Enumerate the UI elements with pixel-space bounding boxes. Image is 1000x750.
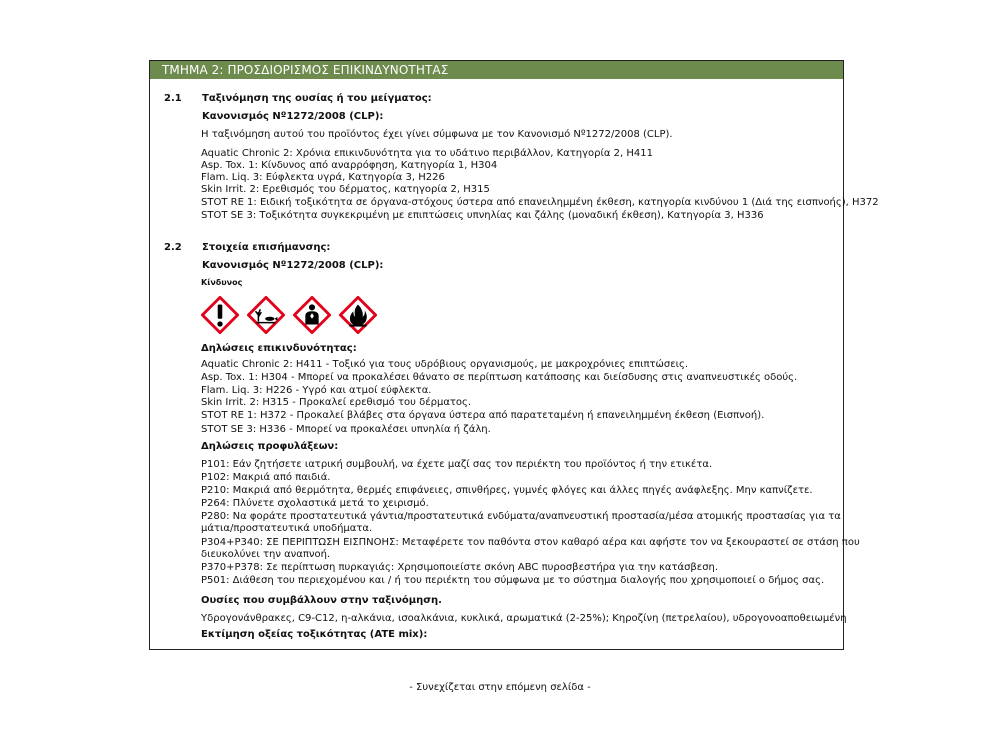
classification-item: STOT RE 1: Ειδική τοξικότητα σε όργανα-στόχους ύστερα από επανειλημμένη έκθεση, κατηγορία κινδύνου 1 (Διά της εισπνοής), H372 [201, 197, 879, 208]
contributing-substances: Υδρογονάνθρακες, C9-C12, η-αλκάνια, ισοαλκάνια, κυκλικά, αρωματικά (2-25%); Κηροζίνη (πετρελαίου), υδρογονοαποθειωμένη [201, 613, 847, 624]
hazard-statement: Flam. Liq. 3: H226 - Υγρό και ατμοί εύφλεκτα. [201, 385, 432, 396]
precaution-statements-title: Δηλώσεις προφυλάξεων: [201, 441, 339, 452]
section-title: ΤΜΗΜΑ 2: ΠΡΟΣΔΙΟΡΙΣΜΟΣ ΕΠΙΚΙΝΔΥΝΟΤΗΤΑΣ [150, 61, 843, 79]
continuation-note: - Συνεχίζεται στην επόμενη σελίδα - [409, 682, 591, 693]
precaution-statement: P101: Εάν ζητήσετε ιατρική συμβουλή, να έχετε μαζί σας τον περιέκτη του προϊόντος ή την ετικέτα. [201, 459, 713, 470]
precaution-statement: P304+P340: ΣΕ ΠΕΡΙΠΤΩΣΗ ΕΙΣΠΝΟΗΣ: Μεταφέρετε τον παθόντα στον καθαρό αέρα και αφήστε τον να ξεκουραστεί σε στάση που [201, 537, 860, 548]
environment-icon [247, 296, 285, 334]
hazard-statement: Skin Irrit. 2: H315 - Προκαλεί ερεθισμό του δέρματος. [201, 397, 472, 408]
classification-item: Asp. Tox. 1: Κίνδυνος από αναρρόφηση, Κατηγορία 1, H304 [201, 160, 498, 171]
subsection-heading-2-2: Στοιχεία επισήμανσης: [202, 242, 331, 253]
hazard-statement: Asp. Tox. 1: H304 - Μπορεί να προκαλέσει θάνατο σε περίπτωση κατάποσης και διείσδυσης στις αναπνευστικές οδούς. [201, 372, 798, 383]
signal-word: Κίνδυνος [201, 278, 243, 287]
subsection-number-2-2: 2.2 [164, 242, 182, 253]
exclamation-mark-icon [201, 296, 239, 334]
precaution-statement: P102: Μακριά από παιδιά. [201, 472, 331, 483]
hazard-statement: STOT SE 3: H336 - Μπορεί να προκαλέσει υπνηλία ή ζάλη. [201, 424, 491, 435]
precaution-statement: μάτια/προστατευτικά υποδήματα. [201, 523, 373, 534]
classification-item: Skin Irrit. 2: Ερεθισμός του δέρματος, κατηγορία 2, H315 [201, 184, 490, 195]
precaution-statement: P501: Διάθεση του περιεχομένου και / ή του περιέκτη του σύμφωνα με το σύστημα διαλογής που χρησιμοποιεί ο δήμος σας. [201, 575, 825, 586]
sds-section-frame [149, 60, 879, 650]
hazard-statement: STOT RE 1: H372 - Προκαλεί βλάβες στα όργανα ύστερα από παρατεταμένη ή επανειλημμένη έκθεση (Εισπνοή). [201, 410, 765, 421]
regulation-heading: Κανονισμός Νº1272/2008 (CLP): [202, 111, 384, 122]
hazard-statement: Aquatic Chronic 2: H411 - Τοξικό για τους υδρόβιους οργανισμούς, με μακροχρόνιες επιπτώσεις. [201, 359, 689, 370]
subsection-heading-2-1: Ταξινόμηση της ουσίας ή του μείγματος: [202, 93, 432, 104]
precaution-statement: P370+P378: Σε περίπτωση πυρκαγιάς: Χρησιμοποιείστε σκόνη ABC πυροσβεστήρα για την κατάσβεση. [201, 562, 719, 573]
classification-intro: Η ταξινόμηση αυτού του προϊόντος έχει γίνει σύμφωνα με τον Κανονισμό Νº1272/2008 (CLP). [201, 129, 673, 140]
precaution-statement: P264: Πλύνετε σχολαστικά μετά το χειρισμό. [201, 498, 429, 509]
classification-item: STOT SE 3: Τοξικότητα συγκεκριμένη με επιπτώσεις υπνηλίας και ζάλης (μοναδική έκθεση), Κατηγορία 3, H336 [201, 210, 764, 221]
ate-mix-title: Εκτίμηση οξείας τοξικότητας (ATE mix): [201, 629, 428, 640]
hazard-statements-title: Δηλώσεις επικινδυνότητας: [201, 343, 357, 354]
flame-icon [339, 296, 377, 334]
classification-item: Flam. Liq. 3: Εύφλεκτα υγρά, Κατηγορία 3, H226 [201, 172, 445, 183]
classification-item: Aquatic Chronic 2: Χρόνια επικινδυνότητα για το υδάτινο περιβάλλον, Κατηγορία 2, H411 [201, 148, 653, 159]
subsection-number-2-1: 2.1 [164, 93, 182, 104]
precaution-statement: P280: Να φοράτε προστατευτικά γάντια/προστατευτικά ενδύματα/αναπνευστική προστασία/μέσα ατομικής προστασίας για τα [201, 511, 841, 522]
health-hazard-icon [293, 296, 331, 334]
precaution-statement: διευκολύνει την αναπνοή. [201, 549, 331, 560]
regulation-heading: Κανονισμός Νº1272/2008 (CLP): [202, 260, 384, 271]
precaution-statement: P210: Μακριά από θερμότητα, θερμές επιφάνειες, σπινθήρες, γυμνές φλόγες και άλλες πηγές ανάφλεξης. Μην καπνίζετε. [201, 485, 813, 496]
contributing-substances-title: Ουσίες που συμβάλλουν στην ταξινόμηση. [201, 595, 442, 606]
